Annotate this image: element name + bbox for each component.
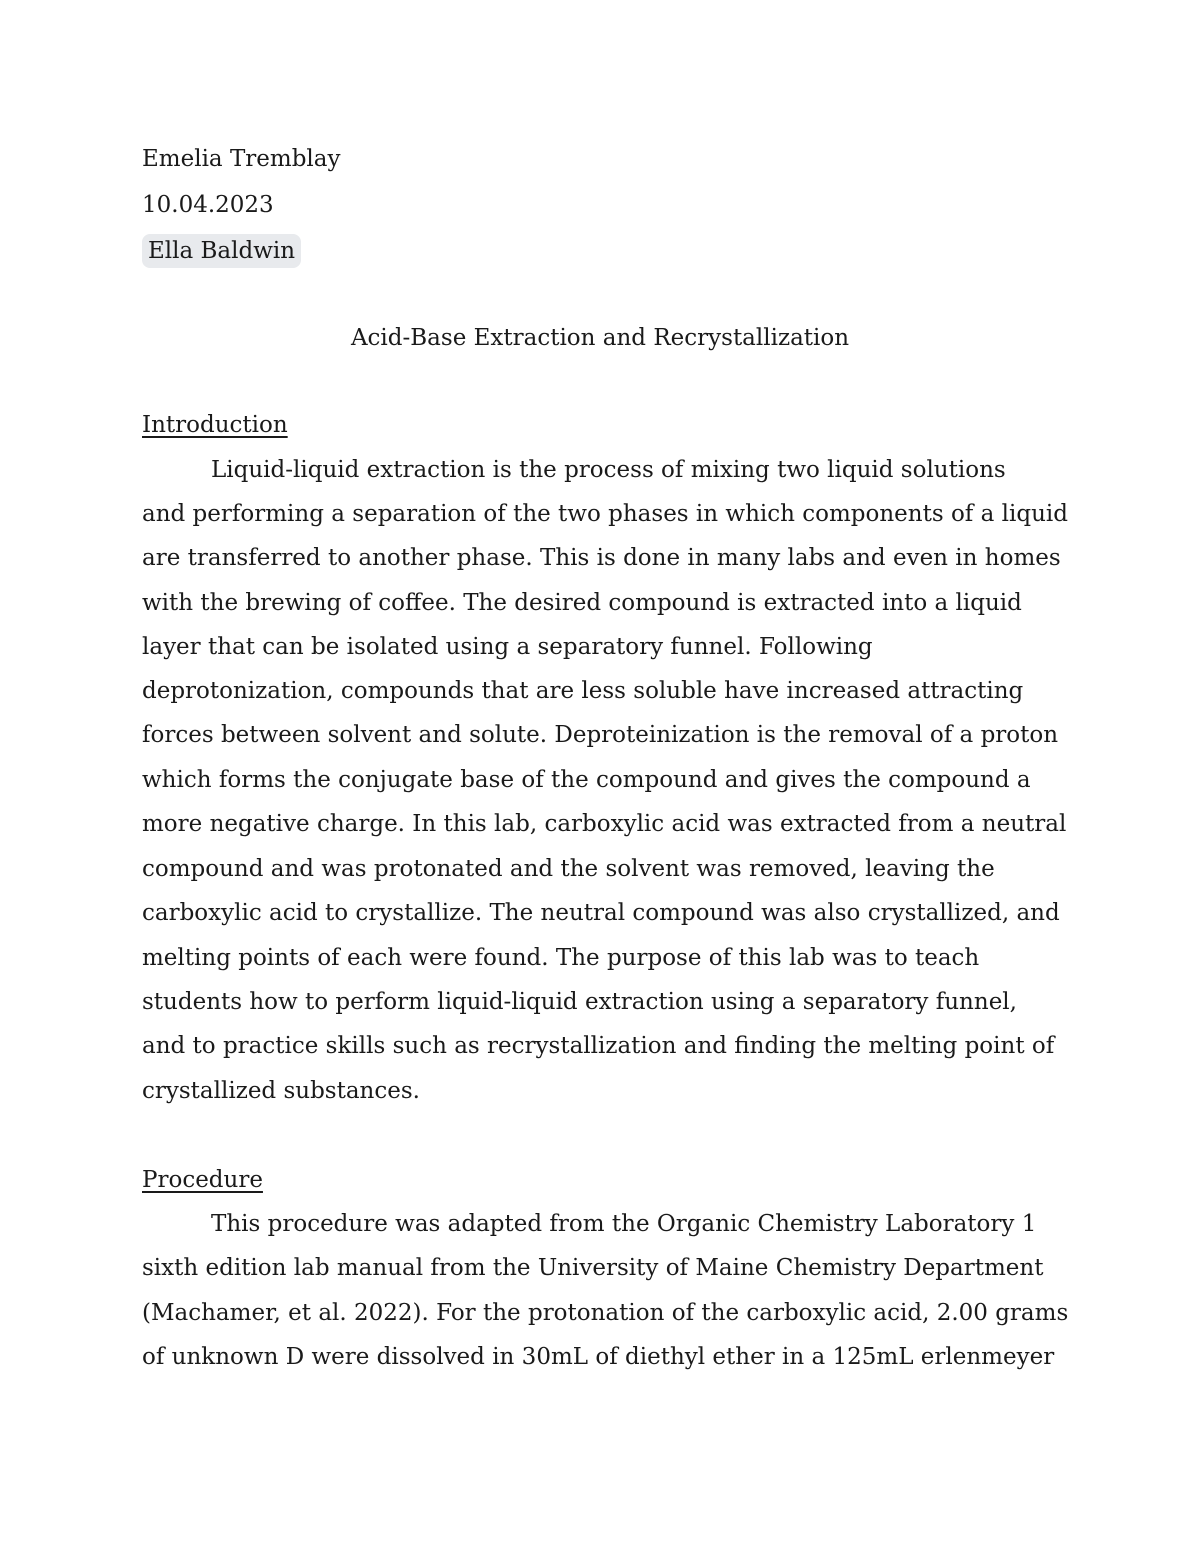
introduction-line: compound and was protonated and the solvent was removed, leaving the [142, 856, 995, 882]
introduction-line: layer that can be isolated using a separatory funnel. Following [142, 634, 873, 660]
introduction-line: students how to perform liquid-liquid extraction using a separatory funnel, [142, 989, 1017, 1015]
document-header [142, 136, 341, 274]
introduction-line: Liquid-liquid extraction is the process of mixing two liquid solutions [211, 457, 1006, 483]
document-date: 10.04.2023 [142, 192, 274, 218]
introduction-line: melting points of each were found. The purpose of this lab was to teach [142, 945, 980, 971]
introduction-line: deprotonization, compounds that are less soluble have increased attracting [142, 678, 1024, 704]
introduction-line: forces between solvent and solute. Deproteinization is the removal of a proton [142, 722, 1059, 748]
introduction-line: and performing a separation of the two phases in which components of a liquid [142, 501, 1068, 527]
introduction-line: more negative charge. In this lab, carboxylic acid was extracted from a neutral [142, 811, 1067, 837]
author-name: Emelia Tremblay [142, 146, 341, 172]
procedure-line: This procedure was adapted from the Organic Chemistry Laboratory 1 [211, 1211, 1037, 1237]
introduction-line: are transferred to another phase. This is done in many labs and even in homes [142, 545, 1061, 571]
procedure-line: of unknown D were dissolved in 30mL of diethyl ether in a 125mL erlenmeyer [142, 1344, 1055, 1370]
introduction-line: crystallized substances. [142, 1078, 420, 1104]
partner-name-chip[interactable]: Ella Baldwin [142, 234, 301, 268]
introduction-line: with the brewing of coffee. The desired compound is extracted into a liquid [142, 590, 1022, 616]
procedure-line: sixth edition lab manual from the University of Maine Chemistry Department [142, 1255, 1044, 1281]
introduction-line: and to practice skills such as recrystallization and finding the melting point of [142, 1033, 1055, 1059]
introduction-line: which forms the conjugate base of the compound and gives the compound a [142, 767, 1031, 793]
introduction-heading: Introduction [142, 412, 288, 438]
document-title: Acid-Base Extraction and Recrystallization [350, 325, 850, 351]
procedure-heading: Procedure [142, 1167, 263, 1193]
introduction-line: carboxylic acid to crystallize. The neutral compound was also crystallized, and [142, 900, 1060, 926]
procedure-line: (Machamer, et al. 2022). For the protonation of the carboxylic acid, 2.00 grams [142, 1300, 1069, 1326]
